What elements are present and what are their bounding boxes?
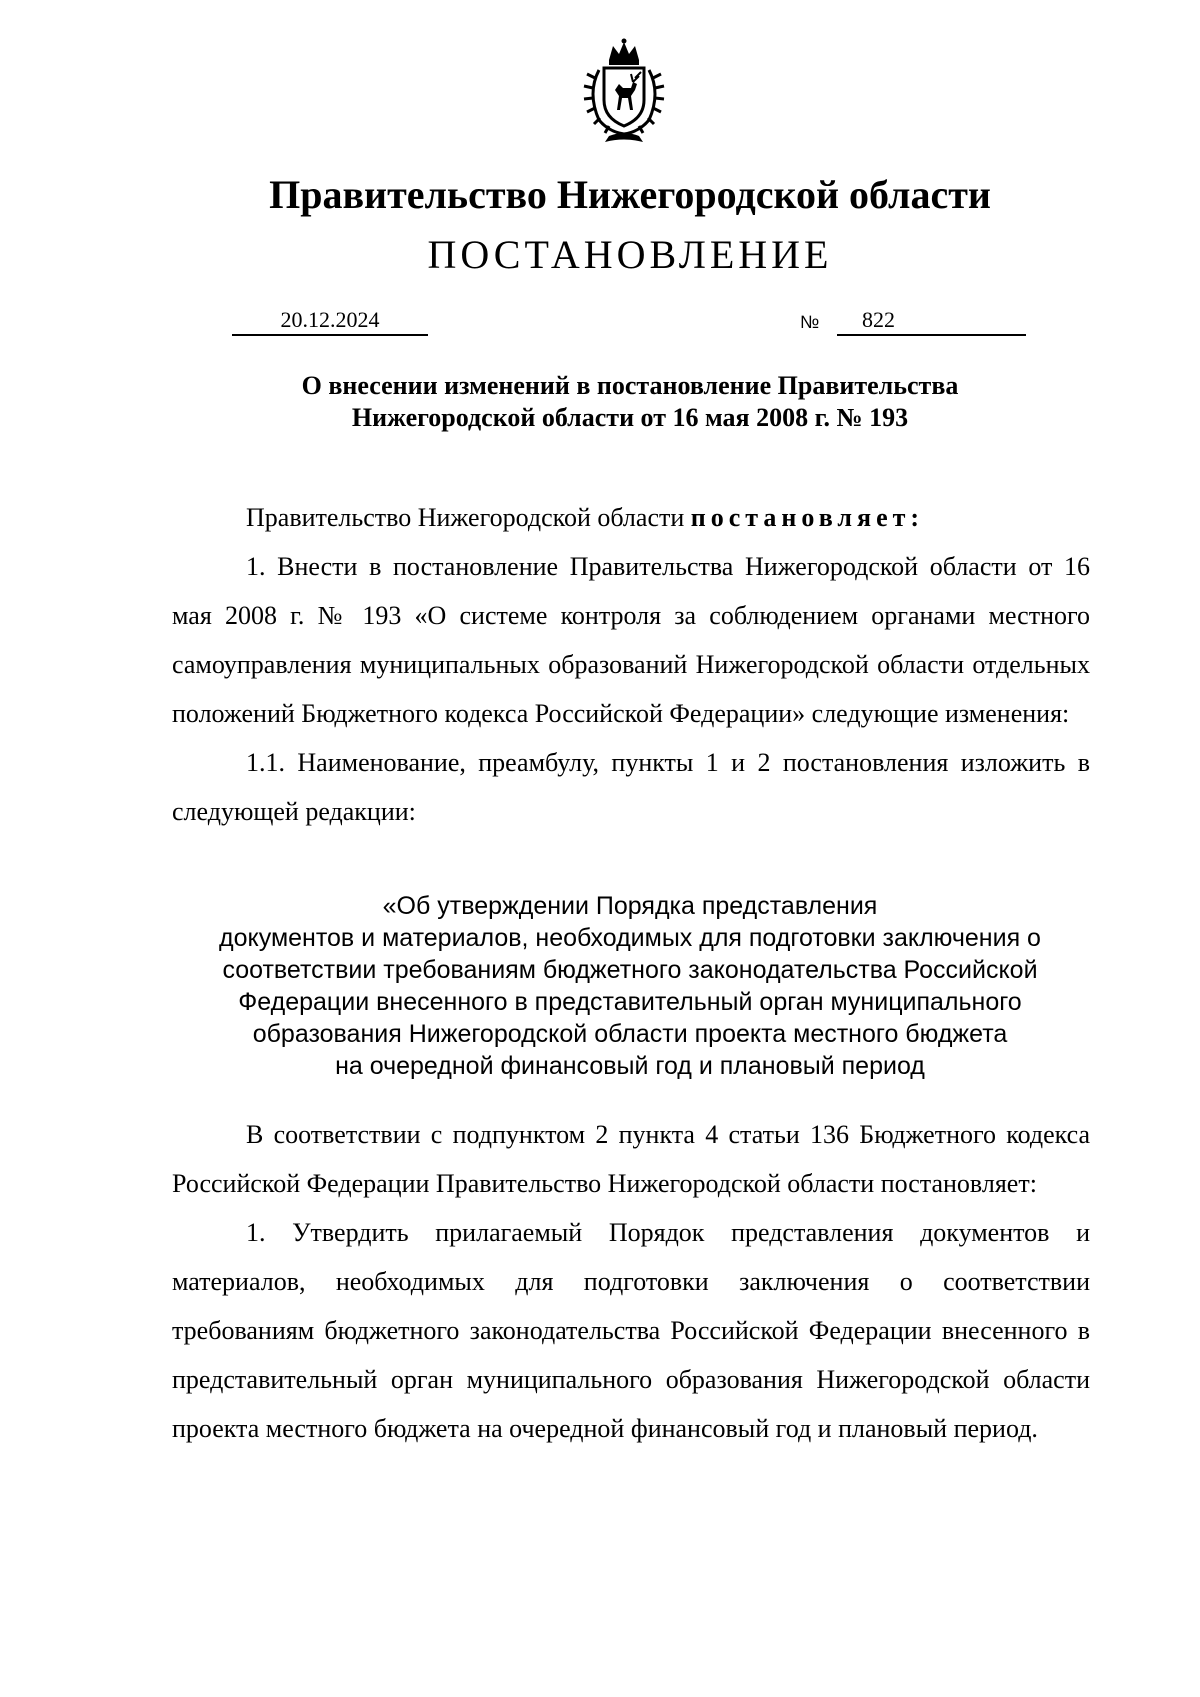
paragraph-item-1-1: 1.1. Наименование, преамбулу, пункты 1 и 2 постановления изложить в следующей редакции: [172,748,1090,826]
quoted-title-line: «Об утверждении Порядка представления [382,892,878,920]
quoted-item-1: 1. Утвердить прилагаемый Порядок представления документов и материалов, необходимых для подготовки заключения о соответствии требованиям бюджетного законодательства Российской Федерации внесенного в представительный орган муниципального образования Нижегородской области проекта местного бюджета на очередной финансовый год и плановый период. [172,1218,1090,1443]
document-body [172,493,1090,836]
document-title [180,370,1080,434]
decree-paragraph [172,493,1090,542]
government-name: Правительство Нижегородской области [269,172,991,217]
title-line: Нижегородской области от 16 мая 2008 г. № 193 [351,403,909,432]
document-date: 20.12.2024 [232,306,428,336]
document-type: ПОСТАНОВЛЕНИЕ [427,232,833,277]
decree-word: постановляет: [690,503,925,532]
document-number: 822 [862,307,895,332]
paragraph-item-1: 1. Внести в постановление Правительства Нижегородской области от 16 мая 2008 г. № 193 «О системе контроля за соблюдением органами местного самоуправления муниципальных образований Нижегородской области отдельных положений Бюджетного кодекса Российской Федерации» следующие изменения: [172,552,1090,728]
document-number-field [837,306,1026,336]
number-sign: № [800,312,820,332]
preamble-paragraph: В соответствии с подпунктом 2 пункта 4 статьи 136 Бюджетного кодекса Российской Федерации Правительство Нижегородской области постановляет: [172,1120,1090,1198]
coat-of-arms-icon [569,38,679,148]
title-line: О внесении изменений в постановление Правительства [301,371,959,400]
quoted-title-line: на очередной финансовый год и плановый период [335,1052,925,1080]
quoted-title [160,890,1100,1082]
decree-prefix: Правительство Нижегородской области [246,503,691,532]
quoted-title-line: документов и материалов, необходимых для подготовки заключения о [219,924,1041,952]
quoted-title-line: соответствии требованиям бюджетного законодательства Российской [222,956,1038,984]
quoted-title-line: Федерации внесенного в представительный орган муниципального [238,988,1022,1016]
quoted-body [172,1110,1090,1453]
quoted-title-line: образования Нижегородской области проекта местного бюджета [252,1020,1008,1048]
